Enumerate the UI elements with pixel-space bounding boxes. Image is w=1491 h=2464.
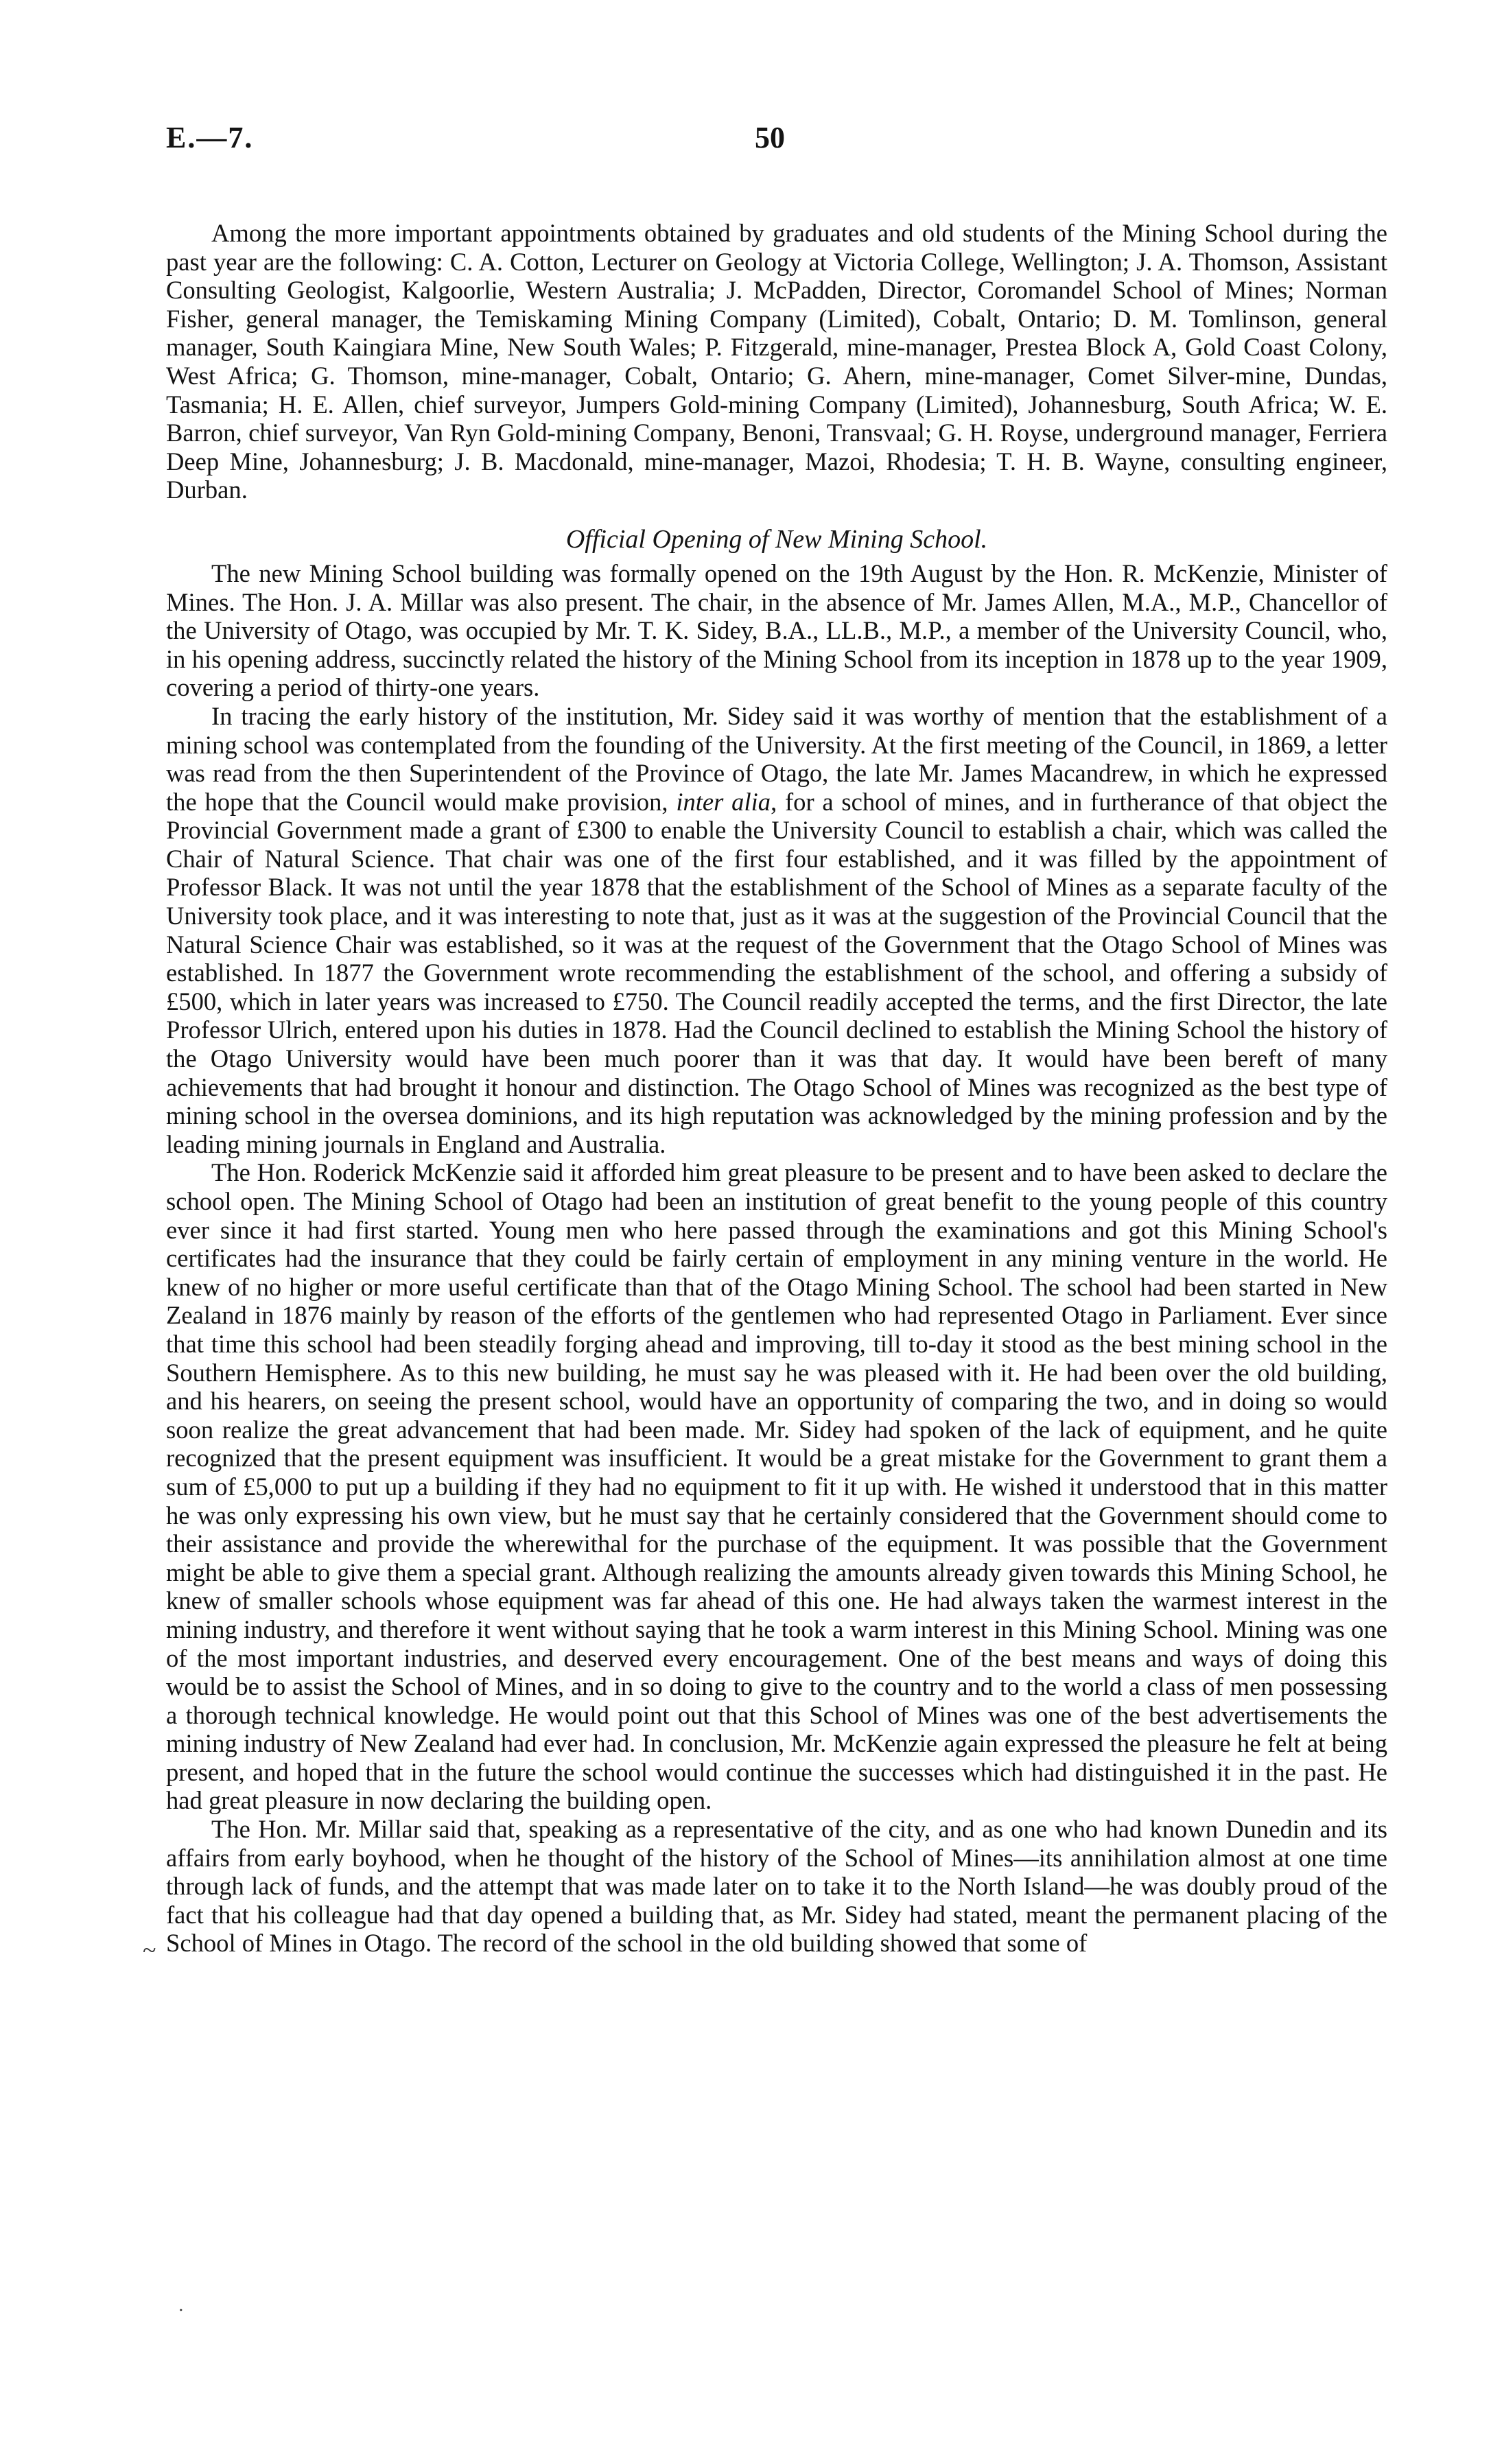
running-head (166, 120, 1387, 175)
paragraph-opening: The new Mining School building was formally opened on the 19th August by the Hon. R. McKenzie, Minister of Mines. The Hon. J. A. Millar was also present. The chair, in the absence of Mr. James Allen, M.A., M.P., Chancellor of the University of Otago, was occupied by Mr. T. K. Sidey, B.A., LL.B., M.P., a member of the University Council, who, in his opening address, succinctly related the history of the Mining School from its inception in 1878 up to the year 1909, covering a period of thirty-one years. (166, 559, 1387, 702)
paragraph-sidey-part-a: In tracing the early history of the institution, Mr. Sidey said it was worthy of mention that the establishment of a mining school was contemplated from the founding of the University. At the first meeting of the Council, in 1869, a letter was read from the then Superintendent of the Province of Otago, the late Mr. James Macandrew, in which he expressed the hope that the Council would make provision, (166, 701, 1387, 816)
body-text (166, 219, 1387, 1958)
latin-phrase: inter alia (676, 787, 771, 816)
document-page (166, 120, 1387, 1958)
paragraph-millar-speech: The Hon. Mr. Millar said that, speaking as a representative of the city, and as one who had known Dunedin and its affairs from early boyhood, when he thought of the history of the School of Mines—its annihilation almost at one time through lack of funds, and the attempt that was made later on to take it to the North Island—he was doubly proud of the fact that his colleague had that day opened a building that, as Mr. Sidey had stated, meant the permanent placing of the School of Mines in Otago. The record of the school in the old building showed that some of (166, 1815, 1387, 1958)
page-identifier: E.—7. (166, 121, 254, 154)
paragraph-mckenzie-speech: The Hon. Roderick McKenzie said it afforded him great pleasure to be present and to have been asked to declare the school open. The Mining School of Otago had been an institution of great benefit to the young people of this country ever since it had first started. Young men who here passed through the examinations and got this Mining School's certificates had the insurance that they could be fairly certain of employment in any mining venture in the world. He knew of no higher or more useful certificate than that of the Otago Mining School. The school had been started in New Zealand in 1876 mainly by reason of the efforts of the gentlemen who had represented Otago in Parliament. Ever since that time this school had been steadily forging ahead and improving, till to-day it stood as the best mining school in the Southern Hemisphere. As to this new building, he must say he was pleased with it. He had been over the old building, and his hearers, on seeing the present school, would have an opportunity of comparing the two, and in doing so would soon realize the great advancement that had been made. Mr. Sidey had spoken of the lack of equipment, and he quite recognized that the present equipment was insufficient. It would be a great mistake for the Government to grant them a sum of £5,000 to put up a building if they had no equipment to fit it up with. He wished it understood that in this matter he was only expressing his own view, but he must say that he certainly considered that the Government should come to their assistance and provide the wherewithal for the purchase of the equipment. It was possible that the Government might be able to give them a special grant. Although realizing the amounts already given towards this Mining School, he knew of smaller schools whose equipment was far ahead of this one. He had always taken the warmest interest in the mining industry, and therefore it went without saying that he took a warm interest in this Mining School. Mining was one of the most important industries, and deserved every encouragement. One of the best means and ways of doing this would be to assist the School of Mines, and in so doing to give to the country and to the world a class of men possessing a thorough technical knowledge. He would point out that this School of Mines was one of the best advertisements the mining industry of New Zealand had ever had. In conclusion, Mr. McKenzie again expressed the pleasure he felt at being present, and hoped that in the future the school would continue the successes which had distinguished it in the past. He had great pleasure in now declaring the building open. (166, 1158, 1387, 1815)
page-speck: . (178, 2293, 184, 2316)
paragraph-sidey-part-b: , for a school of mines, and in furtherance of that object the Provincial Government made a grant of £300 to enable the University Council to establish a chair, which was called the Chair of Natural Science. That chair was one of the first four established, and it was filled by the appointment of Professor Black. It was not until the year 1878 that the establishment of the School of Mines as a separate faculty of the University took place, and it was interesting to note that, just as it was at the suggestion of the Provincial Council that the Natural Science Chair was established, so it was at the request of the Government that the Otago School of Mines was established. In 1877 the Government wrote recommending the establishment of the school, and offering a subsidy of £500, which in later years was increased to £750. The Council readily accepted the terms, and the first Director, the late Professor Ulrich, entered upon his duties in 1878. Had the Council declined to establish the Mining School the history of the Otago University would have been much poorer than it was that day. It would have been bereft of many achievements that had brought it honour and distinction. The Otago School of Mines was recognized as the best type of mining school in the oversea dominions, and its high reputation was acknowledged by the mining profession and by the leading mining journals in England and Australia. (166, 787, 1387, 1158)
paragraph-appointments: Among the more important appointments obtained by graduates and old students of the Mining School during the past year are the following: C. A. Cotton, Lecturer on Geology at Victoria College, Wellington; J. A. Thomson, Assistant Consulting Geologist, Kalgoorlie, Western Australia; J. McPadden, Director, Coromandel School of Mines; Norman Fisher, general manager, the Temiskaming Mining Company (Limited), Cobalt, Ontario; D. M. Tomlinson, general manager, South Kaingiara Mine, New South Wales; P. Fitzgerald, mine-manager, Prestea Block A, Gold Coast Colony, West Africa; G. Thomson, mine-manager, Cobalt, Ontario; G. Ahern, mine-manager, Comet Silver-mine, Dundas, Tasmania; H. E. Allen, chief surveyor, Jumpers Gold-mining Company (Limited), Johannesburg, South Africa; W. E. Barron, chief surveyor, Van Ryn Gold-mining Company, Benoni, Transvaal; G. H. Royse, underground manager, Ferriera Deep Mine, Johannesburg; J. B. Macdonald, mine-manager, Mazoi, Rhodesia; T. H. B. Wayne, consulting engineer, Durban. (166, 219, 1387, 504)
section-heading: Official Opening of New Mining School. (565, 524, 988, 554)
paragraph-sidey-history (166, 702, 1387, 1159)
page-number: 50 (755, 121, 785, 154)
margin-mark: ~ (143, 1936, 156, 1964)
